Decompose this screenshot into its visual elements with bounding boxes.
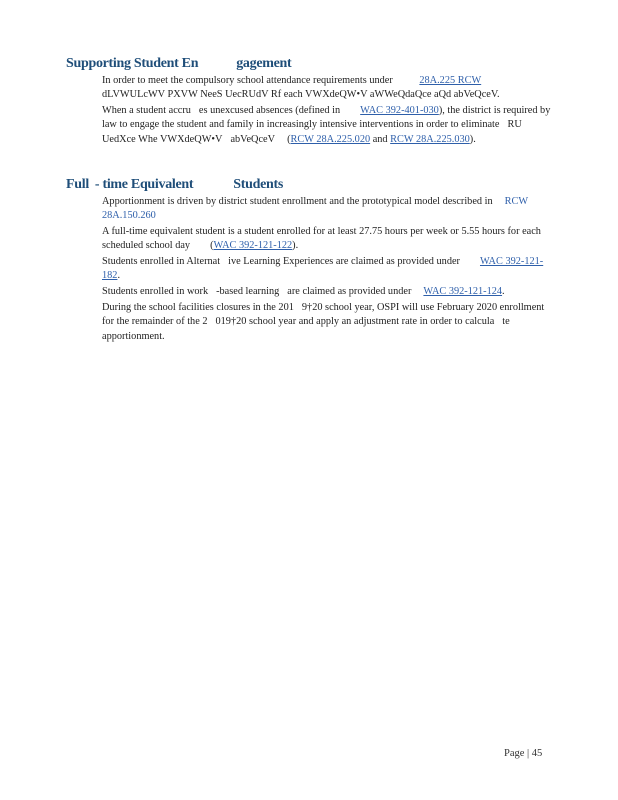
bullet-list-fte	[84, 195, 554, 345]
link-rcw-28a-225-030[interactable]: RCW 28A.225.030	[390, 133, 470, 145]
heading-text: gagement	[236, 56, 292, 71]
item-text: During the school facilities closures in the 201	[102, 302, 294, 314]
list-item	[84, 104, 554, 147]
item-text: ive Learning Experiences are claimed as provided under	[228, 256, 460, 268]
list-item	[84, 301, 554, 344]
item-text: Students enrolled in Alternat	[102, 256, 221, 268]
heading-text: Supporting Student En	[66, 56, 199, 71]
heading-text: - time Equivalent	[94, 177, 194, 192]
item-text: In order to meet the compulsory school attendance requirements under	[102, 75, 393, 86]
heading-text: Students	[233, 177, 283, 192]
item-text: and	[372, 133, 388, 145]
page-label: Page |	[504, 748, 530, 759]
item-text: A full-time equivalent student is a student enrolled for at least 27.75 hours per week or 5.55 hours for each scheduled school day	[102, 226, 541, 252]
item-text: ).	[469, 133, 476, 145]
item-text: abVeQceV	[230, 133, 276, 145]
item-text: (	[287, 133, 291, 145]
item-text: ).	[292, 240, 299, 252]
link-wac-392-121-124[interactable]: WAC 392-121-124	[423, 286, 503, 298]
list-item	[84, 285, 554, 299]
list-item	[84, 74, 554, 103]
list-item	[84, 255, 554, 284]
item-text: Students enrolled in work	[102, 286, 209, 298]
item-text: 9†20 school year, OSPI will use February 2020 enrollment for the remainder of the 2	[102, 302, 545, 328]
list-item	[84, 195, 554, 224]
bullet-list-engagement	[84, 74, 554, 148]
link-rcw-28a-225[interactable]: 28A.225 RCW	[419, 75, 482, 86]
link-wac-392-121-182[interactable]: WAC 392-121-182	[102, 256, 544, 282]
item-text: es unexcused absences (defined in	[198, 105, 341, 117]
link-rcw-28a-225-020[interactable]: RCW 28A.225.020	[290, 133, 371, 145]
item-text: ), the district is required by law to engage the student and family in increasingly intensive interventions in order to eliminate	[102, 105, 551, 131]
item-text: When a student accru	[102, 105, 191, 117]
item-text: RU UedXce Whe VWXdeQW•V	[102, 119, 522, 145]
item-text: .	[117, 270, 121, 282]
heading-text: Full	[66, 177, 89, 192]
link-wac-392-121-122[interactable]: WAC 392-121-122	[213, 240, 293, 252]
list-item	[84, 225, 554, 254]
page-number: 45	[531, 748, 543, 759]
item-text: .	[502, 286, 505, 298]
item-text: dLVWULcWV PXVW NeeS UecRUdV Rf each VWXdeQW•V aWWeQdaQce aQd abVeQceV.	[102, 89, 500, 101]
item-text: te apportionment.	[102, 316, 510, 342]
item-text: (	[210, 240, 214, 252]
link-wac-392-401-030[interactable]: WAC 392-401-030	[360, 105, 439, 117]
section-heading-student-engagement	[66, 56, 291, 72]
section-heading-full-time-equivalent	[66, 177, 283, 193]
link-rcw-28a-150-260[interactable]: RCW 28A.150.260	[102, 196, 528, 222]
item-text: -based learning	[216, 286, 280, 298]
page-footer	[504, 748, 542, 759]
item-text: Apportionment is driven by district student enrollment and the prototypical model described in	[102, 196, 493, 207]
item-text: are claimed as provided under	[287, 286, 412, 298]
item-text: 019†20 school year and apply an adjustment rate in order to calcula	[215, 316, 495, 328]
